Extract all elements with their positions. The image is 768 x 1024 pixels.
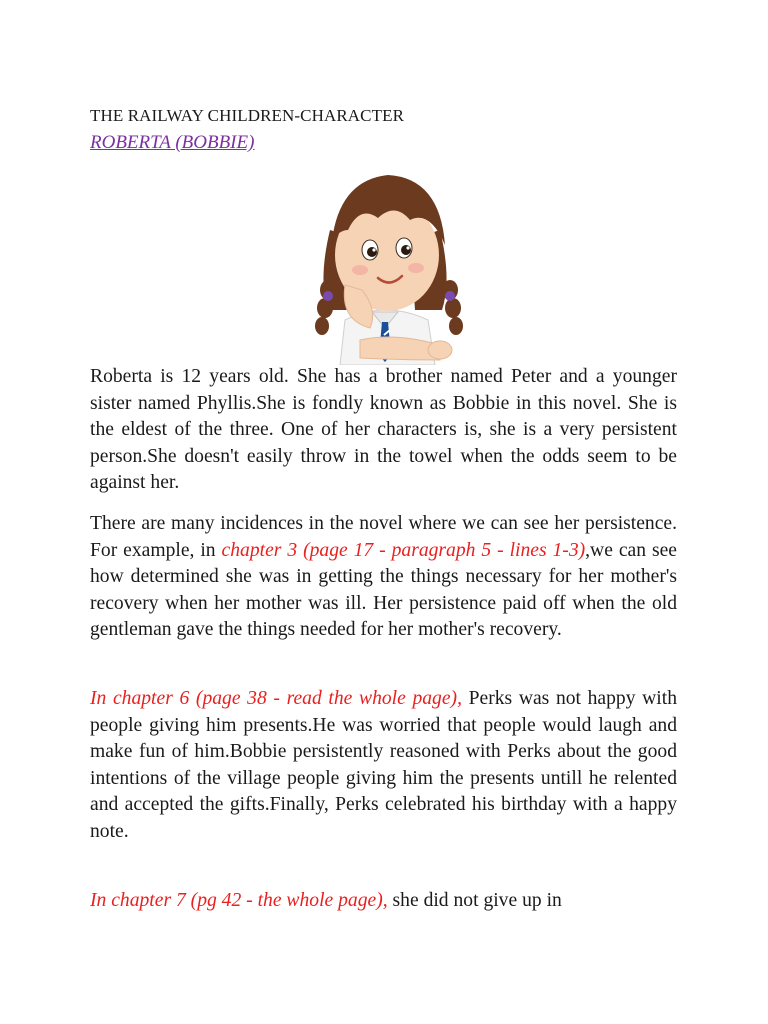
character-subtitle: ROBERTA (BOBBIE) bbox=[90, 132, 255, 153]
paragraph-text: There are many incidences in the novel where we can see her persistence. For example, in bbox=[90, 513, 677, 561]
document-title: THE RAILWAY CHILDREN-CHARACTER bbox=[90, 106, 405, 125]
paragraph-chapter-7 bbox=[90, 888, 677, 915]
girl-cartoon-illustration bbox=[300, 160, 470, 365]
chapter-reference: In chapter 7 (pg 42 - the whole page), bbox=[90, 890, 388, 911]
paragraph-text: Roberta is 12 years old. She has a brother named Peter and a younger sister named Phyllis.She is fondly known as Bobbie in this novel. She is the eldest of the three. One of her characters is, she is a very persistent person.She doesn't easily throw in the towel when the odds seem to be against her. bbox=[90, 366, 677, 494]
paragraph-text: Perks was not happy with people giving him presents.He was worried that people would laugh and make fun of him.Bobbie persistently reasoned with Perks about the good intentions of the village people giving him the presents untill he relented and accepted the gifts.Finally, Perks celebrated his birthday with a happy note. bbox=[90, 688, 677, 842]
paragraph-chapter-6 bbox=[90, 686, 677, 846]
paragraph-text: she did not give up in bbox=[387, 890, 562, 911]
paragraph-text: ,we can see how determined she was in getting the things necessary for her mother's recovery when her mother was ill. Her persistence paid off when the old gentleman gave the things needed for her mother's recovery. bbox=[90, 539, 677, 641]
chapter-reference: In chapter 6 (page 38 - read the whole page), bbox=[90, 688, 462, 709]
paragraph-intro bbox=[90, 364, 677, 497]
chapter-reference: chapter 3 (page 17 - paragraph 5 - lines 1-3) bbox=[221, 539, 586, 561]
paragraph-chapter-3 bbox=[90, 511, 677, 644]
